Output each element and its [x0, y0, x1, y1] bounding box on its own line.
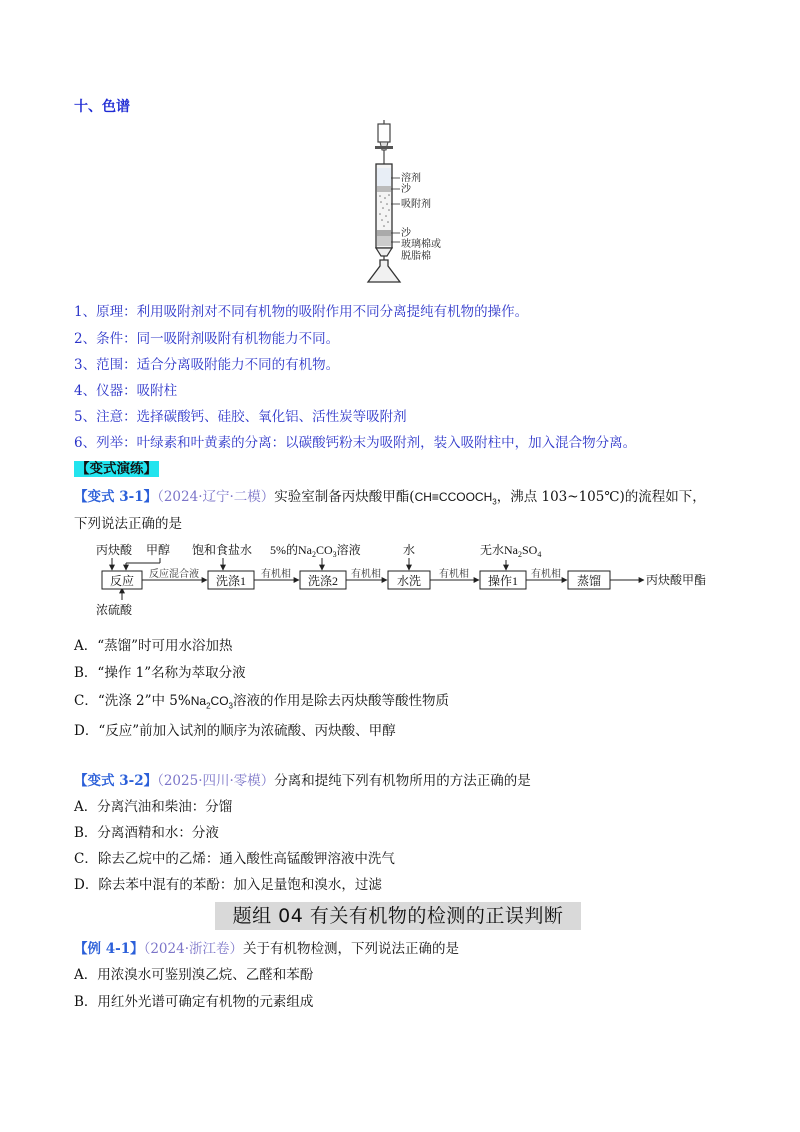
group-04-banner: 题组 04 有关有机物的检测的正误判断 [215, 902, 581, 930]
option-b-3-1[interactable]: B．“操作 1”名称为萃取分液 [74, 665, 246, 681]
option-c-3-2[interactable]: C．除去乙烷中的乙烯：通入酸性高锰酸钾溶液中洗气 [74, 851, 395, 867]
chromatography-column-figure [340, 120, 470, 285]
reagent-water: 水 [403, 543, 416, 557]
figure-label-glass-wool: 玻璃棉或 [401, 239, 441, 250]
option-b-3-2[interactable]: B．分离酒精和水：分液 [74, 825, 219, 841]
question-3-1-stem: 【变式 3-1】（2024·辽宁·二模）实验室制备丙炔酸甲酯($CH\equiv CCOOCH_3$，沸点 103~105℃)的流程如下， [74, 489, 706, 507]
input-methanol: 甲醇 [146, 543, 171, 557]
arrow-label-organic-phase-2: 有机相 [351, 569, 381, 580]
reagent-na2co3: 5%的$Na_2CO_3$溶液 [270, 543, 361, 559]
figure-label-cotton: 脱脂棉 [401, 251, 431, 262]
reagent-brine: 饱和食盐水 [192, 543, 253, 557]
condition-item: 2、条件：同一吸附剂吸附有机物能力不同。 [74, 331, 340, 347]
option-a-3-2[interactable]: A．分离汽油和柴油：分馏 [74, 799, 233, 815]
step-water-wash: 水洗 [396, 574, 422, 588]
step-wash-2: 洗涤2 [307, 574, 339, 588]
arrow-label-organic-phase-4: 有机相 [531, 569, 561, 580]
figure-label-adsorbent: 吸附剂 [401, 199, 431, 210]
option-c-3-1[interactable]: C．“洗涤 2”中 $5\%Na_2CO_3$溶液的作用是除去丙炔酸等酸性物质 [74, 693, 449, 711]
option-d-3-2[interactable]: D．除去苯中混有的苯酚：加入足量饱和溴水，过滤 [74, 877, 382, 893]
scope-item: 3、范围：适合分离吸附能力不同的有机物。 [74, 357, 340, 373]
option-a-3-1[interactable]: A．“蒸馏”时可用水浴加热 [74, 638, 233, 654]
step-distillation: 蒸馏 [576, 574, 602, 588]
figure-label-sand-2: 沙 [401, 228, 411, 239]
option-b-4-1[interactable]: B．用红外光谱可确定有机物的元素组成 [74, 994, 314, 1010]
input-conc-sulfuric-acid: 浓硫酸 [96, 603, 133, 617]
formula-ch-ccooch3: $CH\equiv CCOOCH_3$ [414, 490, 497, 507]
practice-title: 【变式演练】 [76, 461, 157, 477]
product-methyl-propiolate: 丙炔酸甲酯 [646, 573, 707, 587]
figure-label-sand: 沙 [401, 184, 411, 195]
question-3-1-stem-line2: 下列说法正确的是 [74, 516, 182, 532]
step-reaction: 反应 [109, 574, 135, 588]
step-operation-1: 操作1 [487, 574, 519, 588]
question-3-2-stem: 【变式 3-2】（2025·四川·零模）分离和提纯下列有机物所用的方法正确的是 [74, 773, 531, 789]
input-propiolic-acid: 丙炔酸 [96, 543, 133, 557]
process-flowchart [96, 538, 726, 618]
option-d-3-1[interactable]: D．“反应”前加入试剂的顺序为浓硫酸、丙炔酸、甲醇 [74, 723, 396, 739]
figure-label-solvent: 溶剂 [401, 173, 421, 184]
arrow-label-organic-phase-1: 有机相 [261, 569, 291, 580]
reagent-na2so4: 无水$Na_2SO_4$ [480, 543, 542, 559]
example-4-1-stem: 【例 4-1】（2024·浙江卷）关于有机物检测，下列说法正确的是 [74, 941, 459, 957]
arrow-label-organic-phase-3: 有机相 [439, 569, 469, 580]
instrument-item: 4、仪器：吸附柱 [74, 383, 178, 399]
arrow-label-reaction-mixture: 反应混合液 [149, 569, 199, 580]
principle-item: 1、原理：利用吸附剂对不同有机物的吸附作用不同分离提纯有机物的操作。 [74, 304, 529, 320]
section-heading: 十、色谱 [74, 99, 130, 115]
option-a-4-1[interactable]: A．用浓溴水可鉴别溴乙烷、乙醛和苯酚 [74, 967, 314, 983]
example-item: 6、列举：叶绿素和叶黄素的分离：以碳酸钙粉末为吸附剂，装入吸附柱中，加入混合物分离。 [74, 435, 637, 451]
note-item: 5、注意：选择碳酸钙、硅胶、氧化铝、活性炭等吸附剂 [74, 409, 407, 425]
step-wash-1: 洗涤1 [215, 574, 247, 588]
